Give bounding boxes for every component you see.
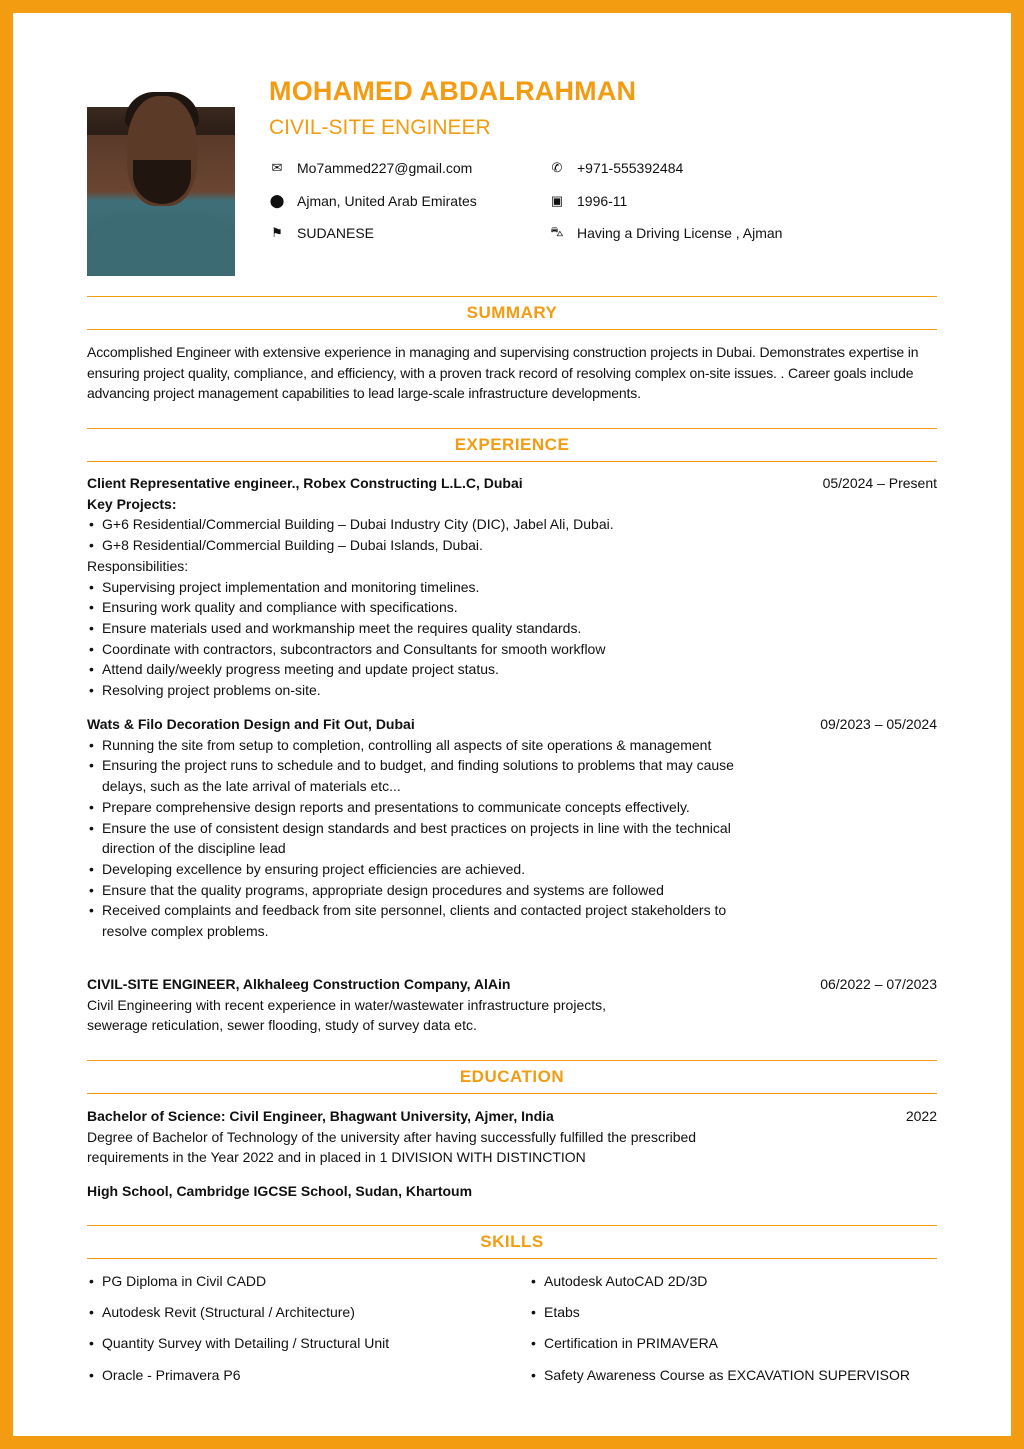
- contact-text: Having a Driving License , Ajman: [577, 225, 783, 241]
- job-date: 06/2022 – 07/2023: [820, 976, 937, 992]
- skill-item: • Autodesk AutoCAD 2D/3D: [529, 1271, 937, 1292]
- skill-item: • Etabs: [529, 1302, 937, 1323]
- education-2: High School, Cambridge IGCSE School, Sudan, Khartoum: [87, 1183, 473, 1199]
- job-title: CIVIL-SITE ENGINEER: [269, 116, 491, 139]
- list-item: • Resolving project problems on-site.: [87, 680, 937, 701]
- skill-item: • Certification in PRIMAVERA: [529, 1333, 937, 1354]
- job-title: CIVIL-SITE ENGINEER, Alkhaleeg Construction Company, AlAin: [87, 976, 511, 992]
- degree-title: Bachelor of Science: Civil Engineer, Bhagwant University, Ajmer, India: [87, 1108, 554, 1124]
- degree-date: 2022: [905, 1108, 937, 1124]
- profile-photo: [87, 88, 235, 276]
- job-title: Client Representative engineer., Robex Constructing L.L.C, Dubai: [87, 475, 523, 491]
- contact-email: [270, 160, 472, 176]
- list-item: • Received complaints and feedback from site personnel, clients and contacted project stakeholders to resolve complex problems.: [87, 900, 757, 941]
- contact-nationality: [270, 225, 374, 241]
- list-item: • Prepare comprehensive design reports and presentations to communicate concepts effectively.: [87, 797, 757, 818]
- flag-icon: ⚑: [271, 225, 283, 240]
- list-item: • Developing excellence by ensuring project efficiencies are achieved.: [87, 859, 757, 880]
- list-item: • G+8 Residential/Commercial Building – Dubai Islands, Dubai.: [87, 535, 937, 556]
- skill-item: • Autodesk Revit (Structural / Architecture): [87, 1302, 529, 1323]
- job-date: 05/2024 – Present: [822, 475, 937, 491]
- contact-text: 1996-11: [577, 193, 628, 209]
- skills-list: [87, 1271, 937, 1385]
- skill-item: • Oracle - Primavera P6: [87, 1365, 529, 1386]
- list-item: • Ensure the use of consistent design standards and best practices on projects in line with the technical direction of the discipline lead: [87, 818, 757, 859]
- job-1: [87, 473, 937, 701]
- calendar-icon: ▣: [550, 193, 564, 208]
- job-3: [87, 974, 937, 1036]
- job-date: 09/2023 – 05/2024: [820, 716, 937, 732]
- experience-heading: EXPERIENCE: [87, 428, 937, 462]
- summary-heading: SUMMARY: [87, 296, 937, 330]
- phone-icon: ✆: [551, 160, 563, 175]
- contact-birthdate: [550, 193, 627, 209]
- candidate-name: MOHAMED ABDALRAHMAN: [269, 76, 637, 106]
- responsibilities-label: Responsibilities:: [87, 557, 189, 574]
- skill-item: • PG Diploma in Civil CADD: [87, 1271, 529, 1292]
- education-heading: EDUCATION: [87, 1060, 937, 1094]
- contact-text: +971-555392484: [577, 160, 684, 176]
- contact-location: [270, 193, 477, 209]
- contact-text: Ajman, United Arab Emirates: [297, 193, 477, 209]
- skill-item: • Quantity Survey with Detailing / Structural Unit: [87, 1333, 529, 1354]
- key-projects-label: Key Projects:: [87, 495, 177, 512]
- job-title: Wats & Filo Decoration Design and Fit Out, Dubai: [87, 716, 415, 732]
- contact-license: [550, 225, 782, 241]
- skill-item: • Safety Awareness Course as EXCAVATION SUPERVISOR: [529, 1365, 937, 1386]
- list-item: • Ensuring the project runs to schedule and to budget, and finding solutions to problems that may cause delays, such as the late arrival of materials etc...: [87, 755, 757, 796]
- list-item: • Running the site from setup to completion, controlling all aspects of site operations & management: [87, 735, 757, 756]
- list-item: • Ensuring work quality and compliance with specifications.: [87, 597, 937, 618]
- list-item: • G+6 Residential/Commercial Building – Dubai Industry City (DIC), Jabel Ali, Dubai.: [87, 514, 937, 535]
- contact-phone: [550, 160, 683, 176]
- list-item: • Supervising project implementation and monitoring timelines.: [87, 577, 937, 598]
- envelope-icon: ✉: [271, 160, 283, 175]
- list-item: • Attend daily/weekly progress meeting and update project status.: [87, 659, 937, 680]
- summary-text: Accomplished Engineer with extensive experience in managing and supervising construction projects in Dubai. Demonstrates expertise in ensuring project quality, compliance, and efficiency, with a proven track record of resolving complex on-site issues. . Career goals include advancing project management capabilities to lead large-scale infrastructure developments.: [87, 344, 919, 402]
- education-1: [87, 1106, 937, 1168]
- list-item: • Coordinate with contractors, subcontractors and Consultants for smooth workflow: [87, 639, 937, 660]
- car-icon: ⛍: [550, 224, 564, 239]
- contact-text: Mo7ammed227@gmail.com: [297, 160, 473, 176]
- job-description: Civil Engineering with recent experience in water/wastewater infrastructure projects, sewerage reticulation, sewer flooding, study of survey data etc.: [87, 996, 607, 1034]
- map-pin-icon: ⬤: [269, 193, 285, 208]
- degree-description: Degree of Bachelor of Technology of the university after having successfully fulfilled the prescribed requirements in the Year 2022 and in placed in 1 DIVISION WITH DISTINCTION: [87, 1128, 697, 1166]
- contact-text: SUDANESE: [297, 225, 375, 241]
- job-2: [87, 714, 937, 942]
- skills-heading: SKILLS: [87, 1225, 937, 1259]
- list-item: • Ensure that the quality programs, appropriate design procedures and systems are followed: [87, 880, 757, 901]
- list-item: • Ensure materials used and workmanship meet the requires quality standards.: [87, 618, 937, 639]
